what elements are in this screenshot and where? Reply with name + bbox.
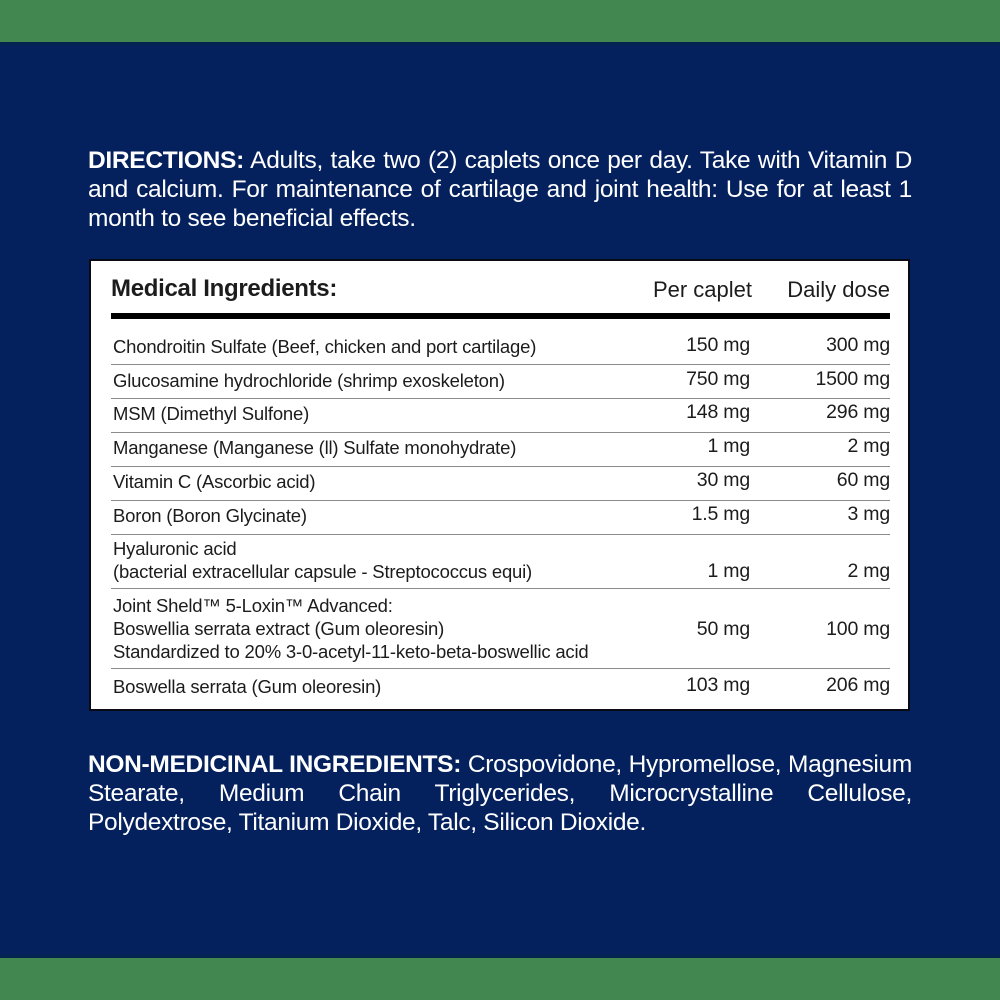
per-caplet-value: 1.5 mg — [691, 503, 750, 525]
daily-dose-value: 3 mg — [847, 503, 890, 525]
table-row — [111, 501, 890, 535]
ingredient-name: Manganese (Manganese (ll) Sulfate monohydrate) — [113, 437, 517, 458]
ingredient-name-line: (bacterial extracellular capsule - Streptococcus equi) — [113, 561, 533, 582]
column-header-per-caplet: Per caplet — [652, 277, 752, 302]
ingredient-name: MSM (Dimethyl Sulfone) — [113, 403, 310, 424]
daily-dose-value: 60 mg — [836, 469, 890, 491]
daily-dose-value: 296 mg — [826, 401, 890, 423]
ingredient-name: Boswella serrata (Gum oleoresin) — [113, 676, 382, 697]
per-caplet-value: 148 mg — [686, 401, 750, 423]
daily-dose-value: 2 mg — [847, 560, 890, 582]
table-title: Medical Ingredients: — [111, 275, 338, 302]
directions-paragraph — [88, 146, 912, 233]
ingredient-name-line: Hyaluronic acid — [113, 538, 237, 559]
directions-text: Adults, take two (2) caplets once per day. Take with Vitamin D and calcium. For maintenance of cartilage and joint health: Use for at least 1 month to see beneficial effects. — [88, 147, 912, 232]
table-row — [111, 433, 890, 467]
per-caplet-value: 1 mg — [707, 435, 750, 457]
table-row — [111, 669, 890, 703]
directions-label: DIRECTIONS: — [88, 147, 244, 174]
ingredient-name-line: Joint Sheld™ 5-Loxin™ Advanced: — [113, 595, 393, 616]
per-caplet-value: 50 mg — [696, 618, 750, 640]
daily-dose-value: 300 mg — [826, 334, 890, 356]
table-row — [111, 535, 890, 589]
medical-ingredients-table — [89, 259, 910, 711]
top-green-band — [0, 0, 1000, 42]
ingredient-name — [113, 537, 532, 583]
per-caplet-value: 30 mg — [696, 469, 750, 491]
header-divider — [111, 313, 890, 319]
ingredient-name-line: Boswellia serrata extract (Gum oleoresin) — [113, 618, 445, 639]
ingredient-name: Vitamin C (Ascorbic acid) — [113, 471, 316, 492]
non-medicinal-text: Crospovidone, Hypromellose, Magnesium Stearate, Medium Chain Triglycerides, Microcrystalline Cellulose, Polydextrose, Titanium Dioxide, Talc, Silicon Dioxide. — [88, 751, 912, 836]
table-row — [111, 331, 890, 365]
daily-dose-value: 2 mg — [847, 435, 890, 457]
bottom-green-band — [0, 958, 1000, 1000]
ingredient-name: Chondroitin Sulfate (Beef, chicken and port cartilage) — [113, 336, 537, 357]
per-caplet-value: 103 mg — [686, 674, 750, 696]
ingredient-name: Glucosamine hydrochloride (shrimp exoskeleton) — [113, 370, 505, 391]
ingredient-name-line: Standardized to 20% 3-0-acetyl-11-keto-beta-boswellic acid — [113, 641, 589, 662]
per-caplet-value: 150 mg — [686, 334, 750, 356]
daily-dose-value: 1500 mg — [815, 368, 890, 390]
column-header-daily-dose: Daily dose — [787, 277, 890, 302]
table-row — [111, 467, 890, 501]
non-medicinal-label: NON-MEDICINAL INGREDIENTS: — [88, 751, 462, 778]
ingredient-name: Boron (Boron Glycinate) — [113, 505, 307, 526]
ingredient-name — [113, 594, 588, 663]
daily-dose-value: 206 mg — [826, 674, 890, 696]
non-medicinal-paragraph — [88, 750, 912, 837]
table-row — [111, 399, 890, 433]
table-row — [111, 589, 890, 669]
per-caplet-value: 750 mg — [686, 368, 750, 390]
table-row — [111, 365, 890, 399]
per-caplet-value: 1 mg — [707, 560, 750, 582]
table-header — [111, 275, 890, 309]
daily-dose-value: 100 mg — [826, 618, 890, 640]
